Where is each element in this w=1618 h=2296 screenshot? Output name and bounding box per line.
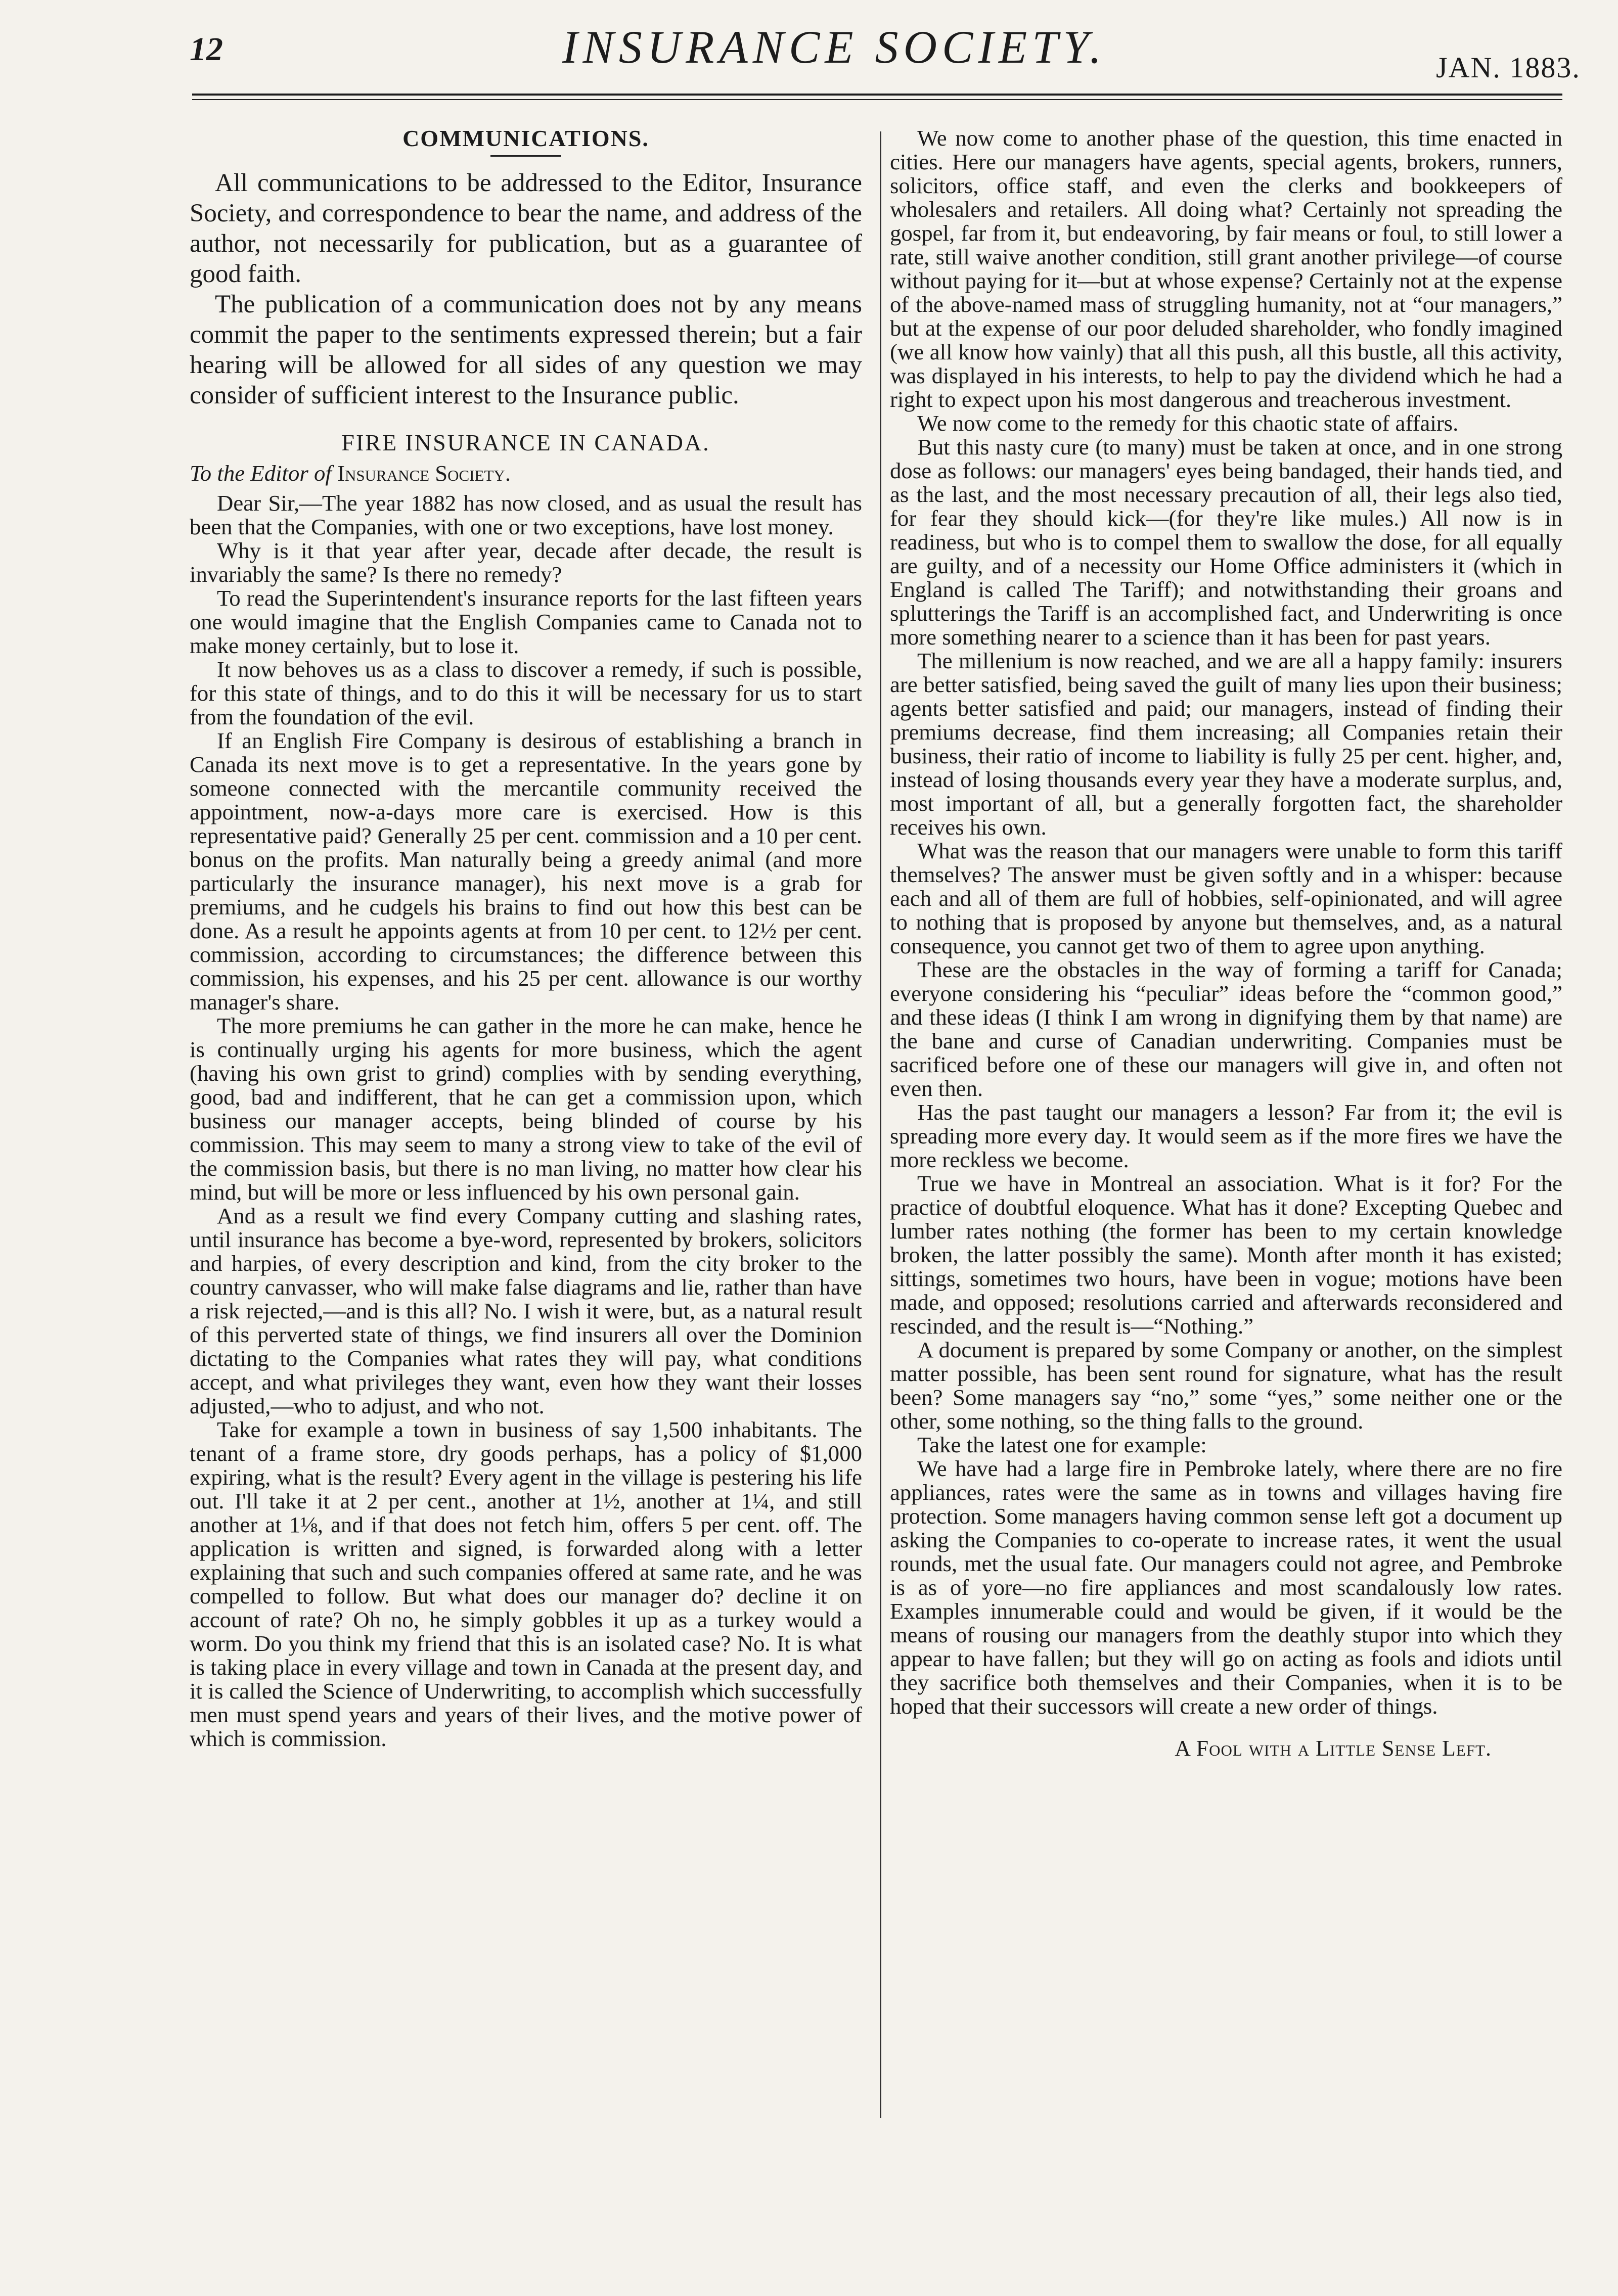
article-paragraph: To read the Superintendent's insurance reports for the last fifteen years one would imagine that the English Companies came to Canada not to make money certainly, but to lose it. xyxy=(190,585,862,658)
header-rule-thin xyxy=(192,99,1562,100)
article-paragraph: Dear Sir,—The year 1882 has now closed, and as usual the result has been that the Companies, with one or two exceptions, have lost money. xyxy=(190,490,862,539)
column-divider xyxy=(880,131,881,2118)
article-paragraph: These are the obstacles in the way of forming a tariff for Canada; everyone considering his “peculiar” ideas before the “common good,” and these ideas (I think I am wrong in dignifying them by that name) are the bane and curse of Canadian underwriting. Companies must be sacrificed before one of these our managers will give in, and often not even then. xyxy=(890,957,1562,1101)
article-title: FIRE INSURANCE IN CANADA. xyxy=(341,430,710,455)
article-paragraph: And as a result we find every Company cutting and slashing rates, until insurance has become a bye-word, represented by brokers, solicitors and harpies, of every description and kind, from the city broker to the country canvasser, who will make false diagrams and lie, rather than have a risk rejected,—and is this all? No. I wish it were, but, as a natural result of this perverted state of things, we find insurers all over the Dominion dictating to the Companies what rates they will pay, what conditions accept, and what privileges they want, even how they want their losses adjusted,—who to adjust, and who not. xyxy=(190,1203,862,1418)
article-paragraph: What was the reason that our managers were unable to form this tariff themselves? The answer must be given softly and in a whisper: because each and all of them are full of hobbies, self-opinionated, and will agree to nothing that is proposed by anyone but themselves, and, as a natural consequence, you cannot get two of them to agree upon anything. xyxy=(890,838,1562,958)
addressee xyxy=(190,462,862,485)
article-paragraph: The millenium is now reached, and we are all a happy family: insurers are better satisfied, being saved the guilt of many lies upon their business; agents better satisfied and paid; our managers, instead of finding their premiums decrease, find them increasing; all Companies retain their business, their ratio of income to liability is fully 25 per cent. higher, and, instead of losing thousands every year they have a moderate surplus, and, most important of all, but a generally forgotten fact, the shareholder receives his own. xyxy=(890,648,1562,840)
article-paragraph: True we have in Montreal an association. What is it for? For the practice of doubtful eloquence. What has it done? Excepting Quebec and lumber rates nothing (the former has been to my certain knowledge broken, the latter possibly the same). Month after month it has existed; sittings, sometimes two hours, have been in vogue; motions have been made, and opposed; resolutions carried and afterwards reconsidered and rescinded, and the result is—“Nothing.” xyxy=(890,1171,1562,1339)
addressee-name: Insurance Society. xyxy=(337,461,511,486)
article-paragraph: We have had a large fire in Pembroke lately, where there are no fire appliances, rates were the same as in towns and villages having fire protection. Some managers having common sense left got a document up asking the Companies to co-operate to increase rates, it went the usual rounds, met the usual fate. Our managers could not agree, and Pembroke is as of yore—no fire appliances and most scandalously low rates. Examples innumerable could and would be given, if it would be the means of rousing our managers from the deathly stupor into which they appear to have fallen; but they will go on acting as fools and idiots until they sacrifice both themselves and their Companies, when it is to be hoped that their successors will create a new order of things. xyxy=(890,1456,1562,1719)
article-paragraph: We now come to the remedy for this chaotic state of affairs. xyxy=(917,410,1459,436)
communications-heading: COMMUNICATIONS. xyxy=(402,125,649,151)
article-paragraph: If an English Fire Company is desirous of establishing a branch in Canada its next move is to get a representative. In the years gone by someone connected with the mercantile community received the appointment, now-a-days more care is exercised. How is this representative paid? Generally 25 per cent. commission and a 10 per cent. bonus on the profits. Man naturally being a greedy animal (and more particularly the insurance manager), his next move is a grab for premiums, and he cudgels his brains to find out how this best can be done. As a result he appoints agents at from 10 per cent. to 12½ per cent. commission, according to circumstances; the difference between this commission, his expenses, and his 25 per cent. allowance is our worthy manager's share. xyxy=(190,728,862,1015)
notice-paragraph: All communications to be addressed to the Editor, Insurance Society, and correspondence to bear the name, and address of the author, not necessarily for publication, but as a guarantee of good faith. xyxy=(190,169,862,288)
article-paragraph: Take for example a town in business of say 1,500 inhabitants. The tenant of a frame store, dry goods perhaps, has a policy of $1,000 expiring, what is the result? Every agent in the village is pestering his life out. I'll take it at 2 per cent., another at 1½, another at 1¼, and still another at 1⅛, and if that does not fetch him, offers 5 per cent. off. The application is written and signed, is forwarded along with a letter explaining that such and such companies offered at same rate, and he was compelled to follow. But what does our manager do? decline it on account of rate? Oh no, he simply gobbles it up as a turkey would a worm. Do you think my friend that this is an isolated case? No. It is what is taking place in every village and town in Canada at the present day, and it is called the Science of Underwriting, to accomplish which successfully men must spend years and years of their lives, and the motive power of which is commission. xyxy=(190,1417,862,1751)
article-paragraph: Why is it that year after year, decade after decade, the result is invariably the same? Is there no remedy? xyxy=(190,538,862,587)
notice-paragraph: The publication of a communication does not by any means commit the paper to the sentiments expressed therein; but a fair hearing will be allowed for all sides of any question we may consider of sufficient interest to the Insurance public. xyxy=(190,290,862,409)
article-paragraph: A document is prepared by some Company or another, on the simplest matter possible, has been sent round for signature, what has the result been? Some managers say “no,” some “yes,” some neither one or the other, some nothing, so the thing falls to the ground. xyxy=(890,1337,1562,1434)
issue-date: JAN. 1883. xyxy=(1436,51,1581,84)
left-column xyxy=(190,126,862,1751)
publication-title: INSURANCE SOCIETY. xyxy=(562,21,1107,73)
article-paragraph: We now come to another phase of the question, this time enacted in cities. Here our managers have agents, special agents, brokers, runners, solicitors, office staff, and even the clerks and bookkeepers of wholesalers and retailers. All doing what? Certainly not spreading the gospel, far from it, but endeavoring, by fair means or foul, to still lower a rate, still waive another condition, still grant another privilege—of course without paying for it—but at whose expense? Certainly not at the expense of the above-named mass of struggling humanity, not at “our managers,” but at the expense of our poor deluded shareholder, who fondly imagined (we all know how vainly) that all this push, all this bustle, all this activity, was displayed in his interests, to help to pay the dividend which he had a right to expect upon his most dangerous and treacherous investment. xyxy=(890,125,1562,412)
article-paragraph: The more premiums he can gather in the more he can make, hence he is continually urging his agents for more business, which the agent (having his own grist to grind) complies with by sending everything, good, bad and indifferent, that he can get a commission upon, which business our manager accepts, being blinded of course by his commission. This may seem to many a strong view to take of the evil of the commission basis, but there is no man living, no matter how clear his mind, but will be more or less influenced by his own personal gain. xyxy=(190,1013,862,1205)
communications-notice xyxy=(190,168,862,410)
heading-rule xyxy=(490,155,561,157)
header-rule-thick xyxy=(192,94,1562,96)
right-column xyxy=(890,126,1562,1760)
article-body-left xyxy=(190,491,862,1751)
article-paragraph: It now behoves us as a class to discover a remedy, if such is possible, for this state of things, and to do this it will be necessary for us to start from the foundation of the evil. xyxy=(190,657,862,729)
signature: A Fool with a Little Sense Left. xyxy=(1175,1736,1492,1761)
page-number: 12 xyxy=(190,31,223,68)
article-paragraph: Has the past taught our managers a lesson? Far from it; the evil is spreading more every day. It would seem as if the more fires we have the more reckless we become. xyxy=(890,1099,1562,1172)
article-paragraph: But this nasty cure (to many) must be taken at once, and in one strong dose as follows: our managers' eyes being bandaged, their hands tied, and as the last, and the most necessary precaution of all, their legs also tied, for fear they should kick—(for they're like mules.) All now is in readiness, but who is to compel them to swallow the dose, for all equally are guilty, and of a necessity our Home Office administers it (which in England is called The Tariff); and notwithstanding their groans and splutterings the Tariff is an accomplished fact, and Underwriting is once more something nearer to a science than it has been for past years. xyxy=(890,434,1562,650)
article-paragraph: Take the latest one for example: xyxy=(917,1432,1207,1457)
addressee-prefix: To the Editor of xyxy=(190,461,332,486)
